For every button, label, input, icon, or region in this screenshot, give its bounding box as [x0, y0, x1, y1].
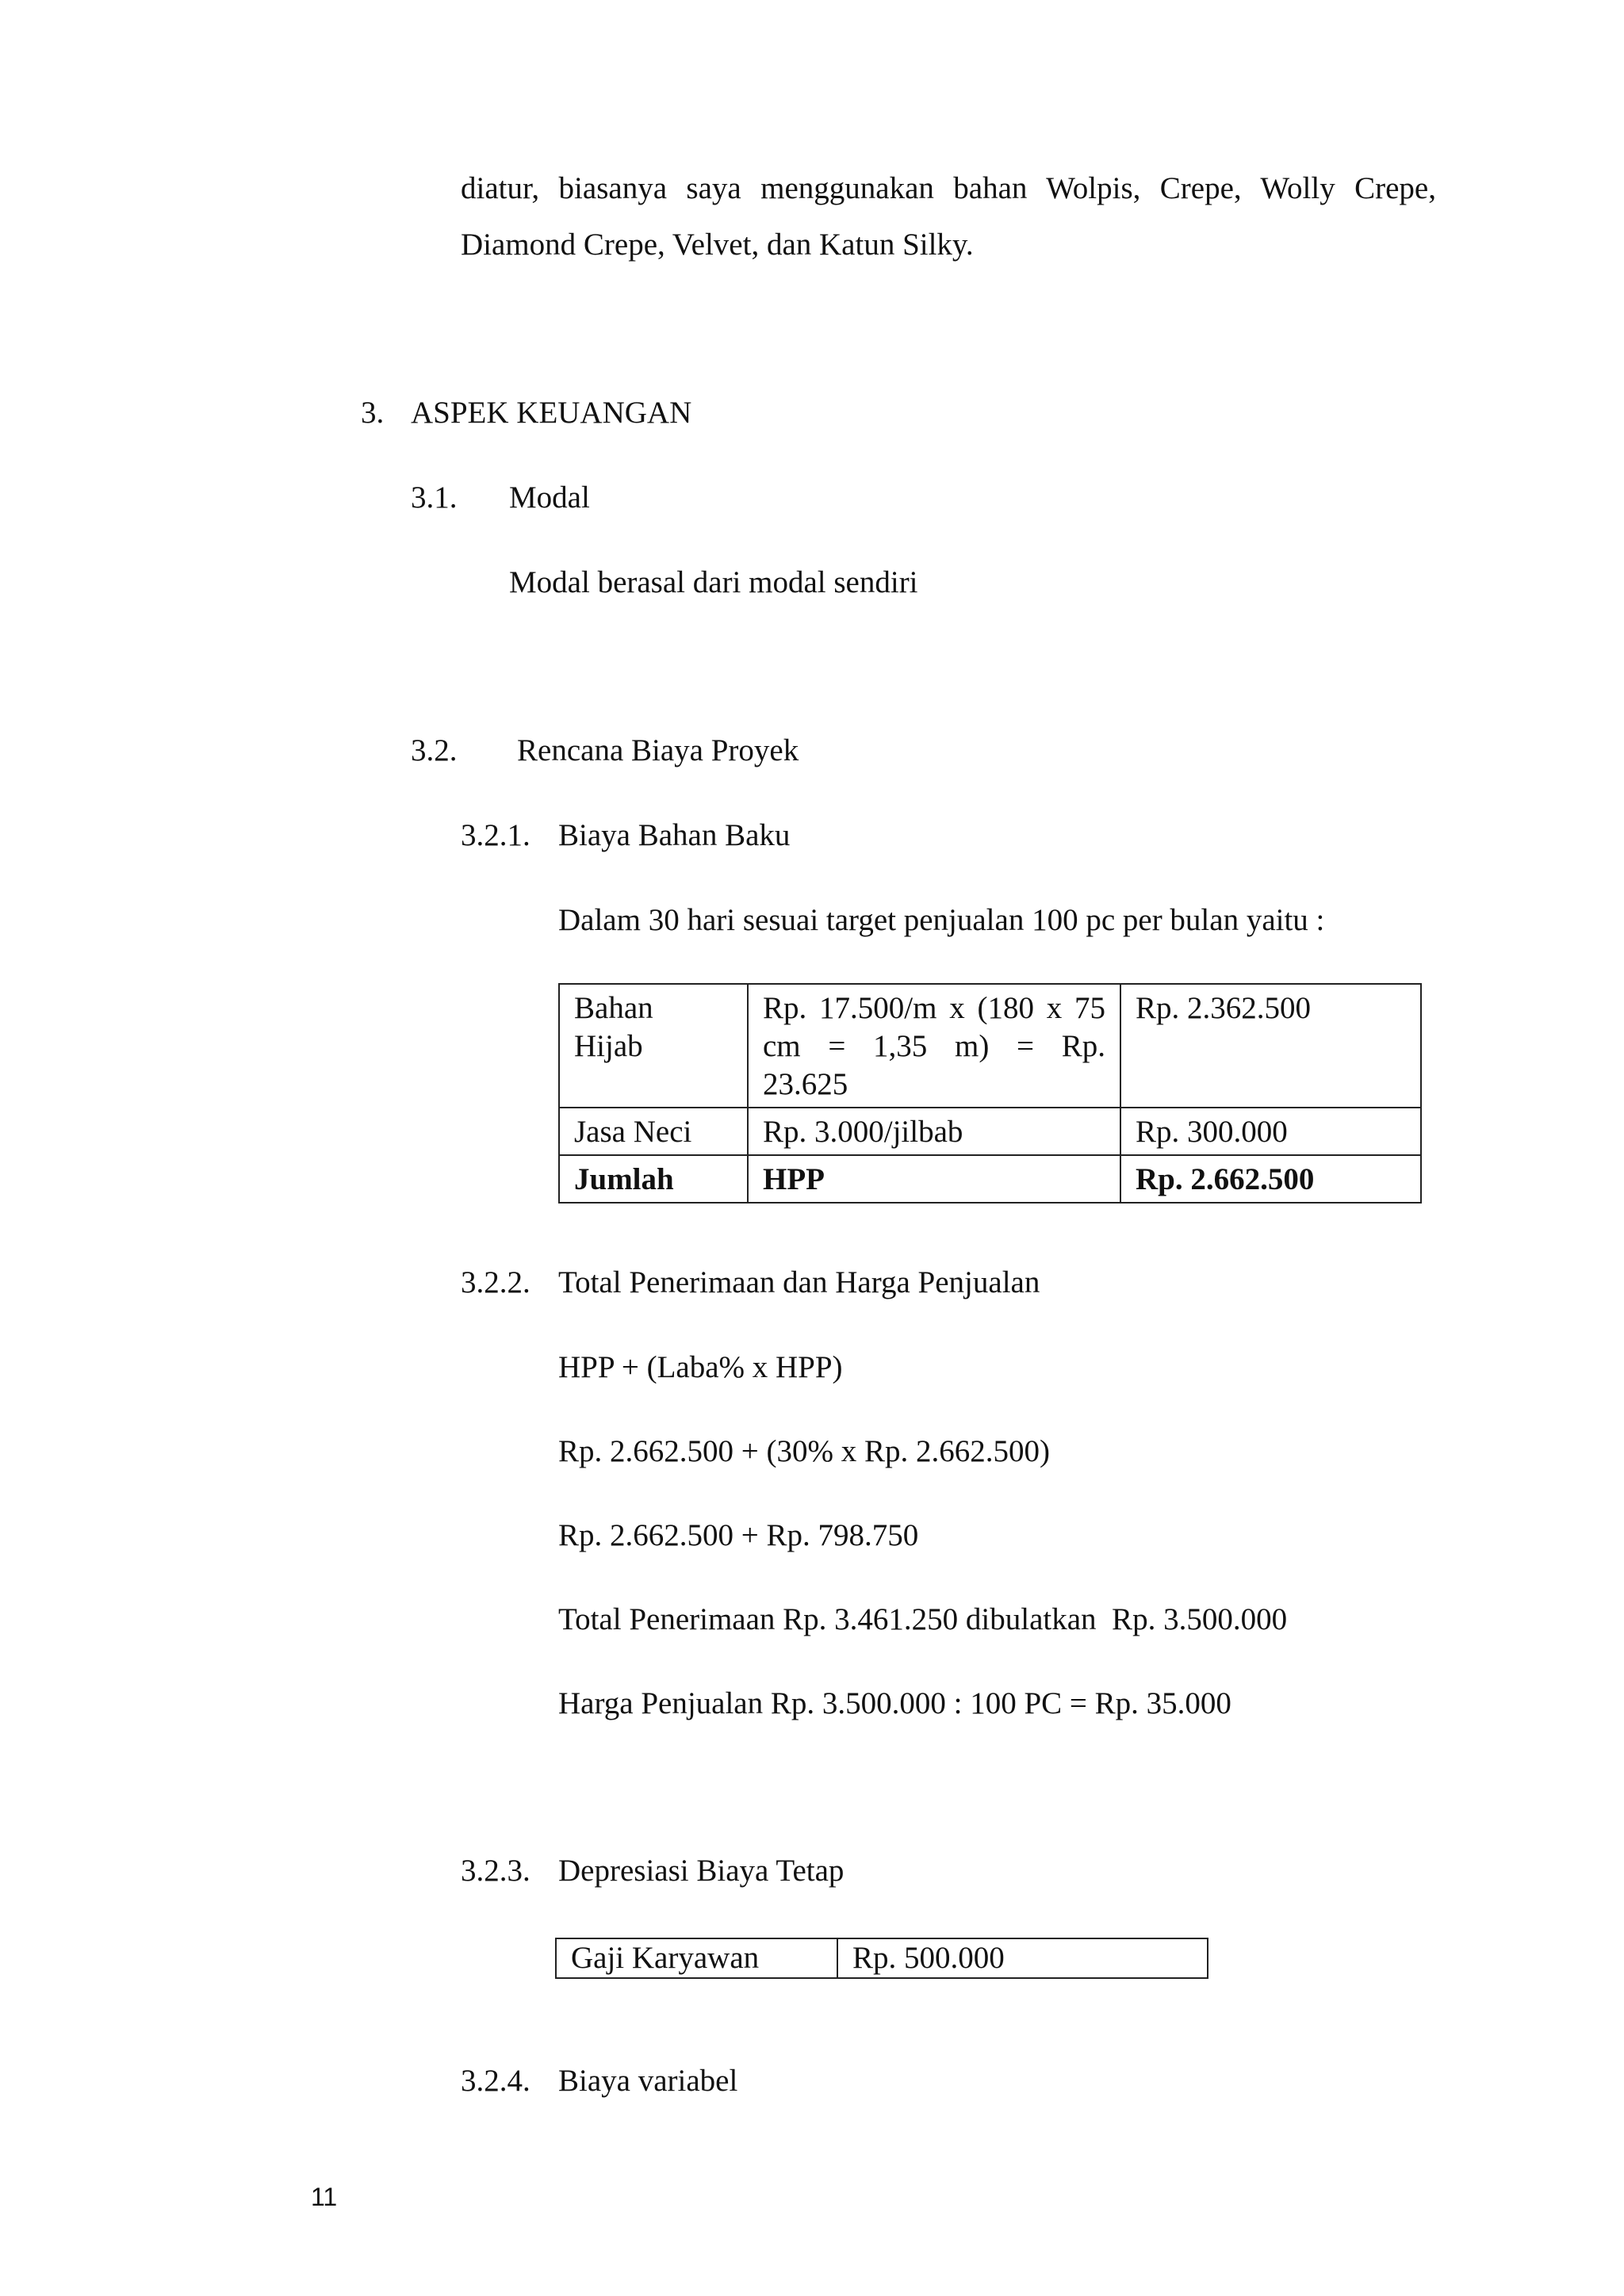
- table-cell: Rp. 300.000: [1120, 1108, 1421, 1155]
- table-cell: Jasa Neci: [559, 1108, 748, 1155]
- fixed-cost-table: [555, 1938, 1208, 1979]
- table-row: [559, 1108, 1421, 1155]
- section-3-1-body: Modal berasal dari modal sendiri: [509, 565, 918, 599]
- cell-text: 23.625: [763, 1067, 848, 1101]
- section-3-2-3-number: 3.2.3.: [461, 1854, 530, 1888]
- formula-line: Rp. 2.662.500 + Rp. 798.750: [558, 1518, 919, 1552]
- cell-text: Rp. 17.500/m x (180 x 75: [763, 991, 1105, 1025]
- section-3-2-2-title: Total Penerimaan dan Harga Penjualan: [558, 1265, 1040, 1299]
- table-row: [559, 1155, 1421, 1203]
- cell-text: Bahan: [574, 991, 653, 1025]
- section-3-2-3-title: Depresiasi Biaya Tetap: [558, 1854, 845, 1888]
- section-3-number: 3.: [361, 396, 385, 430]
- table-cell: [748, 984, 1120, 1108]
- table-cell: Rp. 500.000: [837, 1938, 1208, 1978]
- raw-material-cost-table: [558, 983, 1422, 1203]
- table-cell: Jumlah: [559, 1155, 748, 1203]
- intro-line-2: Diamond Crepe, Velvet, dan Katun Silky.: [461, 228, 974, 262]
- section-3-2-1-body: Dalam 30 hari sesuai target penjualan 100 pc per bulan yaitu :: [558, 903, 1325, 937]
- page-number: 11: [311, 2183, 338, 2211]
- section-3-2-4-title: Biaya variabel: [558, 2064, 738, 2098]
- section-3-title: ASPEK KEUANGAN: [411, 396, 692, 430]
- table-cell: Rp. 2.662.500: [1120, 1155, 1421, 1203]
- table-cell: Rp. 2.362.500: [1120, 984, 1421, 1108]
- table-cell: [559, 984, 748, 1108]
- section-3-2-4-number: 3.2.4.: [461, 2064, 530, 2098]
- section-3-1-number: 3.1.: [411, 480, 458, 515]
- section-3-1-title: Modal: [509, 480, 590, 515]
- formula-line: Harga Penjualan Rp. 3.500.000 : 100 PC = Rp. 35.000: [558, 1686, 1231, 1720]
- intro-line-1: diatur, biasanya saya menggunakan bahan Wolpis, Crepe, Wolly Crepe,: [461, 171, 1436, 205]
- formula-line: HPP + (Laba% x HPP): [558, 1350, 843, 1384]
- section-3-2-number: 3.2.: [411, 733, 458, 767]
- section-3-2-1-number: 3.2.1.: [461, 818, 530, 852]
- cell-text: cm = 1,35 m) = Rp.: [763, 1029, 1105, 1063]
- section-3-2-title: Rencana Biaya Proyek: [517, 733, 799, 767]
- table-cell: HPP: [748, 1155, 1120, 1203]
- cell-text: Hijab: [574, 1029, 643, 1063]
- section-3-2-2-number: 3.2.2.: [461, 1265, 530, 1299]
- section-3-2-1-title: Biaya Bahan Baku: [558, 818, 791, 852]
- formula-line: Total Penerimaan Rp. 3.461.250 dibulatkan Rp. 3.500.000: [558, 1602, 1288, 1636]
- table-row: [556, 1938, 1208, 1978]
- table-cell: Rp. 3.000/jilbab: [748, 1108, 1120, 1155]
- formula-line: Rp. 2.662.500 + (30% x Rp. 2.662.500): [558, 1434, 1050, 1468]
- table-cell: Gaji Karyawan: [556, 1938, 837, 1978]
- table-row: [559, 984, 1421, 1108]
